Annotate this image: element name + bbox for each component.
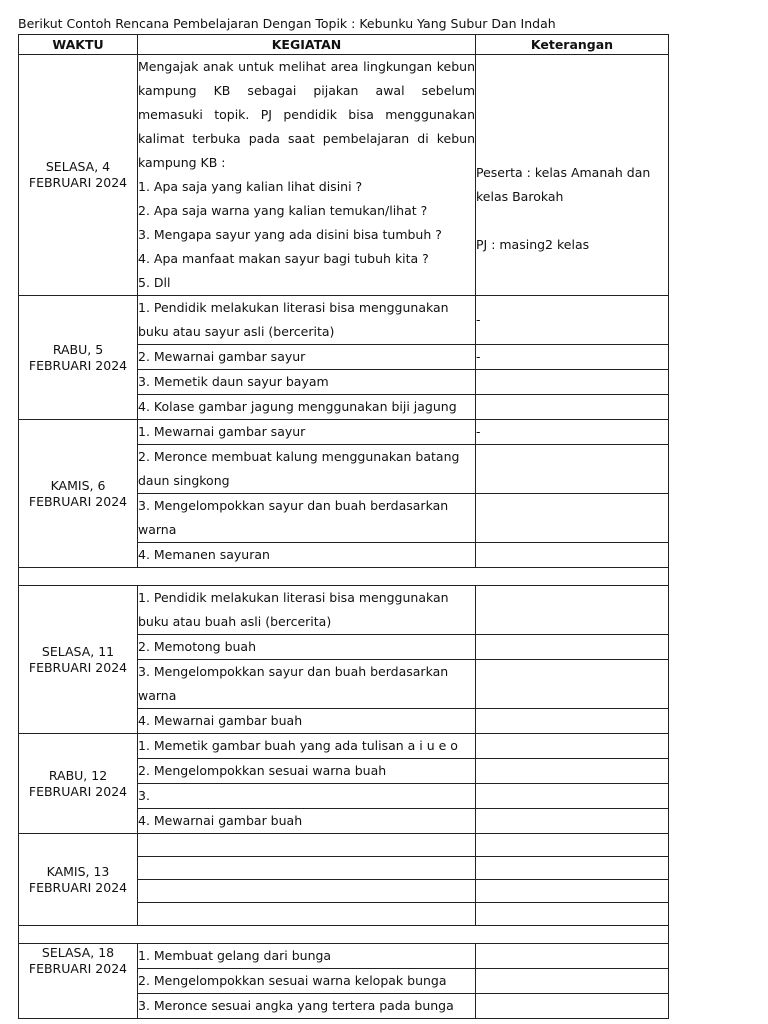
waktu-day: SELASA, 4 [45,159,111,174]
kegiatan-question: 5. Dll [138,275,171,290]
kegiatan-item [138,903,476,926]
kegiatan-item: 3. Memetik daun sayur bayam [138,370,476,395]
week-separator-row [19,926,669,944]
keterangan-cell [476,709,669,734]
waktu-day: KAMIS, 13 [46,863,110,879]
keterangan-cell [476,809,669,834]
week-separator-row [19,568,669,586]
waktu-cell [19,420,138,568]
keterangan-cell [476,494,669,543]
kegiatan-item: 3. Mengelompokkan sayur dan buah berdasarkan warna [138,660,476,709]
keterangan-cell [476,834,669,857]
waktu-cell [19,55,138,296]
header-kegiatan: KEGIATAN [138,35,476,55]
header-waktu: WAKTU [19,35,138,55]
table-row [19,586,669,635]
table-row [19,834,669,857]
keterangan-cell [476,586,669,635]
table-row [19,55,669,296]
document-title: Berikut Contoh Rencana Pembelajaran Dengan Topik : Kebunku Yang Subur Dan Indah [18,16,556,31]
keterangan-cell [476,759,669,784]
header-keterangan: Keterangan [476,35,669,55]
separator-cell [19,926,669,944]
keterangan-cell [476,370,669,395]
kegiatan-item: 2. Meronce membuat kalung menggunakan batang daun singkong [138,445,476,494]
kegiatan-intro: Mengajak anak untuk melihat area lingkungan kebun kampung KB sebagai pijakan awal sebelum memasuki topik. PJ pendidik bisa menggunakan kalimat terbuka pada saat pembelajaran di kebun kampung KB : [138,59,475,170]
kegiatan-item: 4. Mewarnai gambar buah [138,809,476,834]
keterangan-cell [476,880,669,903]
kegiatan-item: 3. [138,784,476,809]
kegiatan-item: 1. Mewarnai gambar sayur [138,420,476,445]
kegiatan-cell [138,55,476,296]
waktu-month: FEBRUARI 2024 [28,659,128,675]
waktu-month: FEBRUARI 2024 [28,175,128,190]
keterangan-cell [476,660,669,709]
kegiatan-question: 1. Apa saja yang kalian lihat disini ? [138,179,363,194]
kegiatan-item: 1. Membuat gelang dari bunga [138,944,476,969]
table-header-row [19,35,669,55]
waktu-day: SELASA, 11 [41,643,115,659]
keterangan-cell [476,55,669,296]
kegiatan-item: 2. Mengelompokkan sesuai warna buah [138,759,476,784]
kegiatan-item [138,880,476,903]
kegiatan-item: 1. Pendidik melakukan literasi bisa menggunakan buku atau buah asli (bercerita) [138,586,476,635]
kegiatan-item: 4. Kolase gambar jagung menggunakan biji jagung [138,395,476,420]
keterangan-line: kelas Barokah [476,188,564,204]
waktu-month: FEBRUARI 2024 [28,493,128,509]
kegiatan-item: 2. Mengelompokkan sesuai warna kelopak bunga [138,969,476,994]
waktu-month: FEBRUARI 2024 [28,783,128,799]
keterangan-cell [476,903,669,926]
keterangan-cell [476,994,669,1019]
table-row [19,420,669,445]
keterangan-cell [476,857,669,880]
keterangan-cell: - [476,420,669,445]
waktu-day: KAMIS, 6 [50,477,106,493]
keterangan-cell: - [476,345,669,370]
kegiatan-item: 3. Meronce sesuai angka yang tertera pada bunga [138,994,476,1019]
waktu-cell [19,834,138,926]
keterangan-cell [476,395,669,420]
kegiatan-item [138,857,476,880]
waktu-cell [19,296,138,420]
waktu-month: FEBRUARI 2024 [28,357,128,373]
waktu-cell [19,944,138,1019]
keterangan-cell: - [476,296,669,345]
kegiatan-item: 2. Memotong buah [138,635,476,660]
keterangan-cell [476,784,669,809]
kegiatan-item: 1. Pendidik melakukan literasi bisa menggunakan buku atau sayur asli (bercerita) [138,296,476,345]
separator-cell [19,568,669,586]
keterangan-line: PJ : masing2 kelas [476,236,590,252]
waktu-day: RABU, 5 [52,341,104,357]
waktu-month: FEBRUARI 2024 [28,879,128,895]
keterangan-cell [476,635,669,660]
kegiatan-question: 3. Mengapa sayur yang ada disini bisa tumbuh ? [138,227,442,242]
waktu-cell [19,734,138,834]
kegiatan-item: 2. Mewarnai gambar sayur [138,345,476,370]
keterangan-line: Peserta : kelas Amanah dan [476,164,651,180]
table-row [19,944,669,969]
kegiatan-item: 4. Mewarnai gambar buah [138,709,476,734]
keterangan-cell [476,734,669,759]
kegiatan-question: 4. Apa manfaat makan sayur bagi tubuh kita ? [138,251,429,266]
kegiatan-item [138,834,476,857]
keterangan-cell [476,969,669,994]
kegiatan-item: 1. Memetik gambar buah yang ada tulisan a i u e o [138,734,476,759]
kegiatan-item: 4. Memanen sayuran [138,543,476,568]
table-row [19,296,669,345]
kegiatan-question: 2. Apa saja warna yang kalian temukan/lihat ? [138,203,428,218]
waktu-month: FEBRUARI 2024 [28,961,128,976]
keterangan-cell [476,445,669,494]
kegiatan-item: 3. Mengelompokkan sayur dan buah berdasarkan warna [138,494,476,543]
lesson-plan-table [18,34,669,1019]
waktu-cell [19,586,138,734]
waktu-day: SELASA, 18 [41,945,115,960]
table-row [19,734,669,759]
waktu-day: RABU, 12 [48,767,108,783]
keterangan-cell [476,543,669,568]
keterangan-cell [476,944,669,969]
